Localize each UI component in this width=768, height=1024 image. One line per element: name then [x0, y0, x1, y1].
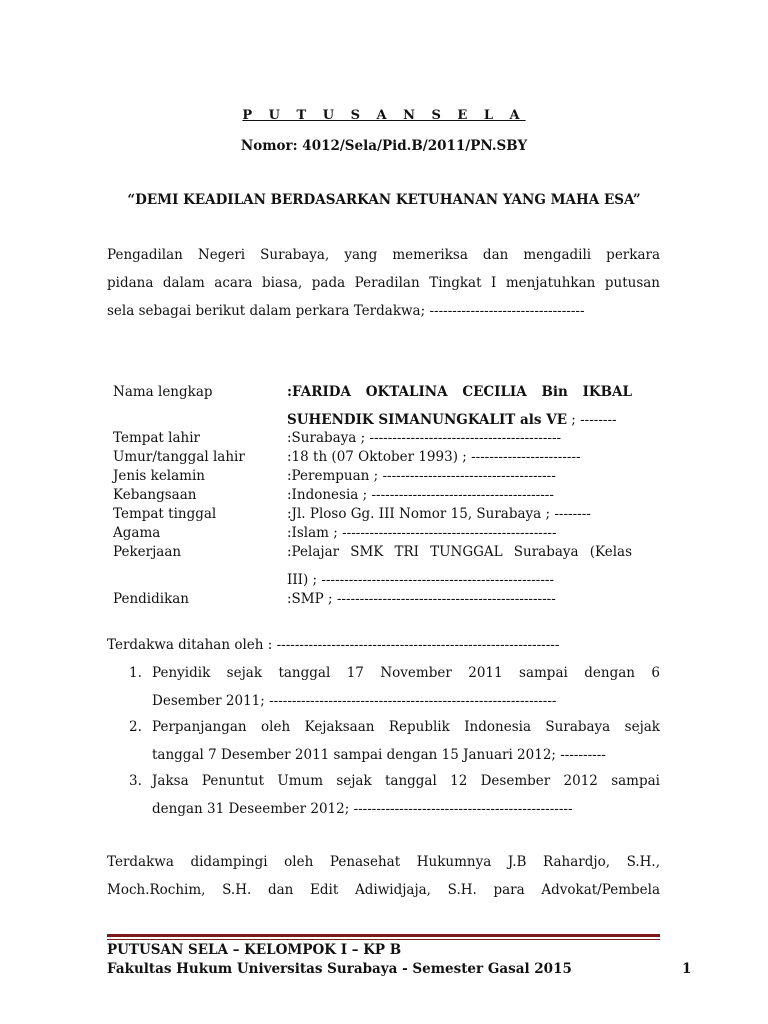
- identity-label: Tempat lahir: [113, 430, 200, 446]
- list-item-text: [152, 767, 660, 823]
- document-title: P U T U S A N S E L A: [242, 108, 526, 123]
- list-item-line: Penyidik sejak tanggal 17 November 2011 sampai dengan 6: [152, 665, 660, 681]
- identity-value-bold: SUHENDIK SIMANUNGKALIT als VE: [287, 412, 567, 428]
- identity-value: :SMP ; ------------------------------------------------: [287, 591, 556, 607]
- identity-label: Agama: [113, 525, 161, 541]
- identity-value: :Pelajar SMK TRI TUNGGAL Surabaya (Kelas: [287, 544, 632, 560]
- footer-title: PUTUSAN SELA – KELOMPOK I – KP B: [107, 942, 402, 958]
- document-number: Nomor: 4012/Sela/Pid.B/2011/PN.SBY: [240, 138, 528, 154]
- list-item-line: dengan 31 Deseember 2012; ------------------------------------------------: [152, 801, 573, 817]
- list-item-line: Jaksa Penuntut Umum sejak tanggal 12 Desember 2012 sampai: [152, 773, 660, 789]
- footer-rule-thick: [107, 934, 660, 937]
- identity-value: :Surabaya ; ------------------------------------------: [287, 430, 562, 446]
- identity-label: Tempat tinggal: [113, 506, 217, 522]
- identity-value: :18 th (07 Oktober 1993) ; ------------------------: [287, 449, 581, 465]
- identity-value-rest: ; --------: [566, 412, 617, 428]
- identity-value: :FARIDA OKTALINA CECILIA Bin IKBAL: [287, 384, 632, 400]
- identity-label: Pekerjaan: [113, 544, 182, 560]
- intro-line: sela sebagai berikut dalam perkara Terdakwa; ----------------------------------: [107, 303, 585, 319]
- identity-value: :Perempuan ; --------------------------------------: [287, 468, 556, 484]
- list-item-line: Desember 2011; ---------------------------------------------------------------: [152, 693, 557, 709]
- identity-label: Umur/tanggal lahir: [113, 449, 245, 465]
- footer-rule-thin: [107, 939, 660, 940]
- didampingi-paragraph: [107, 848, 660, 904]
- page-number: 1: [682, 961, 692, 977]
- intro-paragraph: [107, 241, 660, 325]
- list-item-number: 3.: [129, 773, 142, 789]
- identity-value: :Indonesia ; ----------------------------------------: [287, 487, 554, 503]
- list-item-text: [152, 659, 660, 715]
- footer-institution: Fakultas Hukum Universitas Surabaya - Semester Gasal 2015: [107, 961, 572, 977]
- identity-value: [287, 412, 632, 428]
- intro-line: pidana dalam acara biasa, pada Peradilan Tingkat I menjatuhkan putusan: [107, 275, 660, 291]
- list-item-line: tanggal 7 Desember 2011 sampai dengan 15 Januari 2012; ----------: [152, 747, 606, 763]
- ditahan-heading-text: Terdakwa ditahan oleh : --------------------------------------------------------------: [107, 637, 560, 653]
- identity-label: Jenis kelamin: [113, 468, 205, 484]
- didampingi-line: Moch.Rochim, S.H. dan Edit Adiwidjaja, S.H. para Advokat/Pembela: [107, 882, 660, 898]
- identity-value: III) ; ---------------------------------------------------: [287, 572, 555, 588]
- list-item-number: 1.: [129, 665, 142, 681]
- list-item-text: [152, 713, 660, 769]
- didampingi-line: Terdakwa didampingi oleh Penasehat Hukumnya J.B Rahardjo, S.H.,: [107, 854, 660, 870]
- intro-line: Pengadilan Negeri Surabaya, yang memeriksa dan mengadili perkara: [107, 247, 660, 263]
- identity-label: Pendidikan: [113, 591, 190, 607]
- demi-keadilan-heading: “DEMI KEADILAN BERDASARKAN KETUHANAN YANG MAHA ESA”: [127, 192, 641, 208]
- identity-value: :Jl. Ploso Gg. III Nomor 15, Surabaya ; --------: [287, 506, 591, 522]
- identity-value: :Islam ; -----------------------------------------------: [287, 525, 557, 541]
- ditahan-heading: [107, 631, 660, 659]
- list-item-number: 2.: [129, 719, 142, 735]
- identity-label: Nama lengkap: [113, 384, 213, 400]
- identity-label: Kebangsaan: [113, 487, 197, 503]
- list-item-line: Perpanjangan oleh Kejaksaan Republik Indonesia Surabaya sejak: [152, 719, 660, 735]
